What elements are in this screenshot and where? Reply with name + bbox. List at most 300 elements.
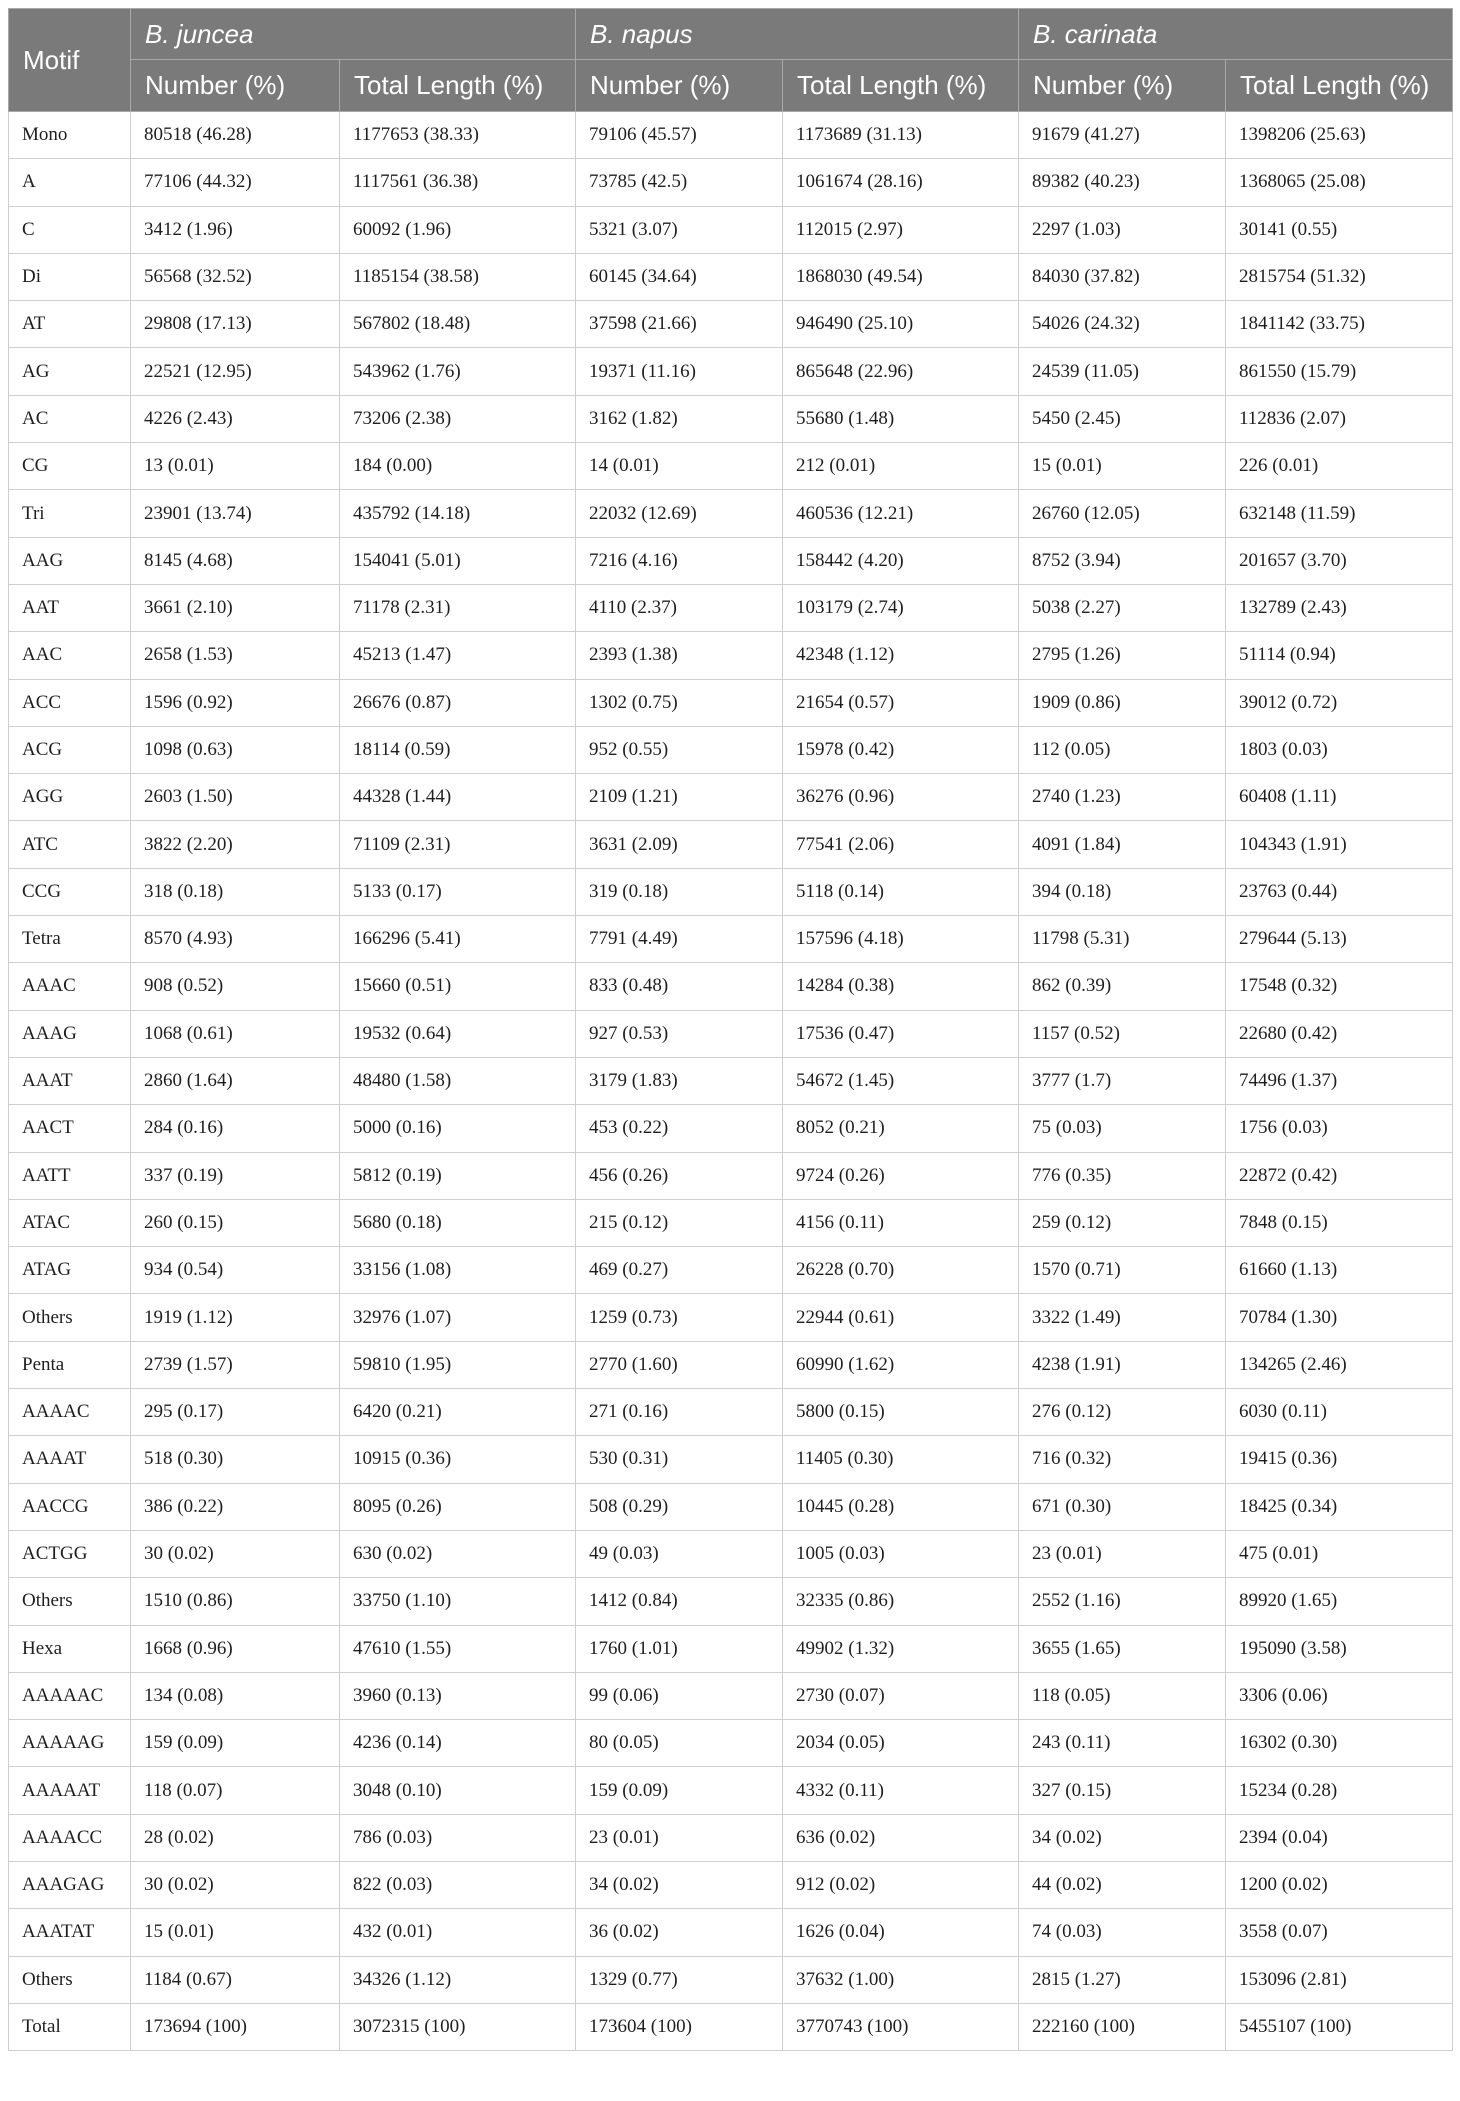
- juncea-length-cell: 59810 (1.95): [340, 1341, 576, 1388]
- carinata-length-cell: 18425 (0.34): [1226, 1483, 1453, 1530]
- napus-length-cell: 2034 (0.05): [783, 1720, 1019, 1767]
- table-row: [9, 868, 1453, 915]
- napus-length-cell: 8052 (0.21): [783, 1105, 1019, 1152]
- carinata-number-cell: 26760 (12.05): [1019, 490, 1226, 537]
- juncea-length-cell: 3072315 (100): [340, 2003, 576, 2050]
- carinata-number-cell: 671 (0.30): [1019, 1483, 1226, 1530]
- napus-number-cell: 456 (0.26): [576, 1152, 783, 1199]
- napus-length-cell: 5118 (0.14): [783, 868, 1019, 915]
- carinata-length-cell: 1803 (0.03): [1226, 726, 1453, 773]
- napus-number-cell: 215 (0.12): [576, 1199, 783, 1246]
- napus-number-cell: 2770 (1.60): [576, 1341, 783, 1388]
- juncea-length-cell: 6420 (0.21): [340, 1389, 576, 1436]
- napus-number-cell: 7791 (4.49): [576, 916, 783, 963]
- table-row: [9, 1057, 1453, 1104]
- napus-length-cell: 9724 (0.26): [783, 1152, 1019, 1199]
- juncea-length-cell: 3960 (0.13): [340, 1672, 576, 1719]
- motif-header: Motif: [9, 9, 131, 112]
- napus-length-cell: 14284 (0.38): [783, 963, 1019, 1010]
- juncea-length-cell: 5812 (0.19): [340, 1152, 576, 1199]
- juncea-length-cell: 18114 (0.59): [340, 726, 576, 773]
- carinata-length-cell: 51114 (0.94): [1226, 632, 1453, 679]
- napus-number-cell: 2393 (1.38): [576, 632, 783, 679]
- napus-length-cell: 17536 (0.47): [783, 1010, 1019, 1057]
- carinata-length-cell: 7848 (0.15): [1226, 1199, 1453, 1246]
- motif-cell: CG: [9, 443, 131, 490]
- juncea-number-cell: 2860 (1.64): [131, 1057, 340, 1104]
- napus-length-cell: 158442 (4.20): [783, 537, 1019, 584]
- carinata-number-cell: 222160 (100): [1019, 2003, 1226, 2050]
- carinata-length-cell: 23763 (0.44): [1226, 868, 1453, 915]
- table-row: [9, 253, 1453, 300]
- motif-cell: Tri: [9, 490, 131, 537]
- table-row: [9, 395, 1453, 442]
- juncea-number-cell: 2658 (1.53): [131, 632, 340, 679]
- carinata-number-cell: 2795 (1.26): [1019, 632, 1226, 679]
- napus-length-cell: 32335 (0.86): [783, 1578, 1019, 1625]
- juncea-length-cell: 71178 (2.31): [340, 584, 576, 631]
- carinata-number-cell: 74 (0.03): [1019, 1909, 1226, 1956]
- carinata-length-cell: 1368065 (25.08): [1226, 159, 1453, 206]
- table-row: [9, 112, 1453, 159]
- juncea-number-cell: 77106 (44.32): [131, 159, 340, 206]
- juncea-length-cell: 822 (0.03): [340, 1861, 576, 1908]
- table-row: [9, 443, 1453, 490]
- juncea-number-cell: 56568 (32.52): [131, 253, 340, 300]
- napus-number-cell: 1259 (0.73): [576, 1294, 783, 1341]
- carinata-number-cell: 2297 (1.03): [1019, 206, 1226, 253]
- juncea-length-cell: 567802 (18.48): [340, 301, 576, 348]
- napus-number-cell: 469 (0.27): [576, 1247, 783, 1294]
- carinata-number-cell: 24539 (11.05): [1019, 348, 1226, 395]
- carinata-number-cell: 5450 (2.45): [1019, 395, 1226, 442]
- napus-number-cell: 19371 (11.16): [576, 348, 783, 395]
- table-row: [9, 206, 1453, 253]
- napus-number-cell: 508 (0.29): [576, 1483, 783, 1530]
- table-row: [9, 159, 1453, 206]
- carinata-length-cell: 22680 (0.42): [1226, 1010, 1453, 1057]
- juncea-number-cell: 173694 (100): [131, 2003, 340, 2050]
- juncea-number-cell: 3822 (2.20): [131, 821, 340, 868]
- napus-length-cell: 5800 (0.15): [783, 1389, 1019, 1436]
- napus-length-cell: 36276 (0.96): [783, 774, 1019, 821]
- napus-length-cell: 1626 (0.04): [783, 1909, 1019, 1956]
- carinata-number-cell: 54026 (24.32): [1019, 301, 1226, 348]
- table-row: [9, 1625, 1453, 1672]
- motif-cell: AG: [9, 348, 131, 395]
- juncea-length-cell: 154041 (5.01): [340, 537, 576, 584]
- table-row: [9, 348, 1453, 395]
- juncea-length-cell: 26676 (0.87): [340, 679, 576, 726]
- juncea-length-cell: 5133 (0.17): [340, 868, 576, 915]
- motif-cell: AAAACC: [9, 1814, 131, 1861]
- motif-cell: AAG: [9, 537, 131, 584]
- table-row: [9, 726, 1453, 773]
- table-container: [8, 8, 1452, 2051]
- juncea-number-cell: 30 (0.02): [131, 1861, 340, 1908]
- napus-length-cell: 49902 (1.32): [783, 1625, 1019, 1672]
- napus-length-cell: 946490 (25.10): [783, 301, 1019, 348]
- motif-cell: AAAAAG: [9, 1720, 131, 1767]
- carinata-length-cell: 19415 (0.36): [1226, 1436, 1453, 1483]
- juncea-length-cell: 48480 (1.58): [340, 1057, 576, 1104]
- table-row: [9, 1010, 1453, 1057]
- juncea-length-cell: 71109 (2.31): [340, 821, 576, 868]
- carinata-length-cell: 226 (0.01): [1226, 443, 1453, 490]
- carinata-number-cell: 243 (0.11): [1019, 1720, 1226, 1767]
- napus-length-cell: 103179 (2.74): [783, 584, 1019, 631]
- species-header-b-carinata: B. carinata: [1019, 9, 1453, 60]
- juncea-number-cell: 2739 (1.57): [131, 1341, 340, 1388]
- total-length-header: Total Length (%): [1226, 60, 1453, 112]
- juncea-number-cell: 30 (0.02): [131, 1530, 340, 1577]
- motif-cell: AAT: [9, 584, 131, 631]
- motif-cell: AAAAT: [9, 1436, 131, 1483]
- table-row: [9, 490, 1453, 537]
- juncea-length-cell: 5000 (0.16): [340, 1105, 576, 1152]
- napus-number-cell: 173604 (100): [576, 2003, 783, 2050]
- motif-cell: AAAAAC: [9, 1672, 131, 1719]
- napus-length-cell: 2730 (0.07): [783, 1672, 1019, 1719]
- ssr-motif-table: [8, 8, 1453, 2051]
- napus-length-cell: 22944 (0.61): [783, 1294, 1019, 1341]
- juncea-number-cell: 518 (0.30): [131, 1436, 340, 1483]
- napus-number-cell: 2109 (1.21): [576, 774, 783, 821]
- table-row: [9, 1436, 1453, 1483]
- napus-length-cell: 1173689 (31.13): [783, 112, 1019, 159]
- juncea-number-cell: 908 (0.52): [131, 963, 340, 1010]
- juncea-length-cell: 630 (0.02): [340, 1530, 576, 1577]
- juncea-number-cell: 260 (0.15): [131, 1199, 340, 1246]
- carinata-length-cell: 279644 (5.13): [1226, 916, 1453, 963]
- table-row: [9, 2003, 1453, 2050]
- napus-length-cell: 3770743 (100): [783, 2003, 1019, 2050]
- carinata-number-cell: 34 (0.02): [1019, 1814, 1226, 1861]
- motif-cell: Others: [9, 1294, 131, 1341]
- carinata-length-cell: 195090 (3.58): [1226, 1625, 1453, 1672]
- napus-number-cell: 952 (0.55): [576, 726, 783, 773]
- napus-length-cell: 15978 (0.42): [783, 726, 1019, 773]
- napus-number-cell: 319 (0.18): [576, 868, 783, 915]
- carinata-length-cell: 112836 (2.07): [1226, 395, 1453, 442]
- carinata-length-cell: 132789 (2.43): [1226, 584, 1453, 631]
- napus-number-cell: 5321 (3.07): [576, 206, 783, 253]
- motif-cell: ATAG: [9, 1247, 131, 1294]
- motif-cell: Others: [9, 1578, 131, 1625]
- napus-number-cell: 927 (0.53): [576, 1010, 783, 1057]
- carinata-number-cell: 5038 (2.27): [1019, 584, 1226, 631]
- total-length-header: Total Length (%): [340, 60, 576, 112]
- number-header: Number (%): [131, 60, 340, 112]
- juncea-number-cell: 934 (0.54): [131, 1247, 340, 1294]
- carinata-length-cell: 1200 (0.02): [1226, 1861, 1453, 1908]
- carinata-number-cell: 2552 (1.16): [1019, 1578, 1226, 1625]
- species-header-b-juncea: B. juncea: [131, 9, 576, 60]
- carinata-length-cell: 1756 (0.03): [1226, 1105, 1453, 1152]
- juncea-number-cell: 1098 (0.63): [131, 726, 340, 773]
- juncea-length-cell: 543962 (1.76): [340, 348, 576, 395]
- napus-number-cell: 73785 (42.5): [576, 159, 783, 206]
- motif-cell: AACCG: [9, 1483, 131, 1530]
- juncea-length-cell: 166296 (5.41): [340, 916, 576, 963]
- juncea-length-cell: 786 (0.03): [340, 1814, 576, 1861]
- table-row: [9, 1247, 1453, 1294]
- carinata-length-cell: 2815754 (51.32): [1226, 253, 1453, 300]
- motif-cell: AAC: [9, 632, 131, 679]
- table-header: [9, 9, 1453, 112]
- carinata-number-cell: 259 (0.12): [1019, 1199, 1226, 1246]
- napus-number-cell: 3162 (1.82): [576, 395, 783, 442]
- juncea-number-cell: 29808 (17.13): [131, 301, 340, 348]
- total-length-header: Total Length (%): [783, 60, 1019, 112]
- table-row: [9, 632, 1453, 679]
- carinata-number-cell: 3655 (1.65): [1019, 1625, 1226, 1672]
- napus-length-cell: 636 (0.02): [783, 1814, 1019, 1861]
- napus-number-cell: 36 (0.02): [576, 1909, 783, 1956]
- table-row: [9, 1483, 1453, 1530]
- carinata-length-cell: 39012 (0.72): [1226, 679, 1453, 726]
- carinata-number-cell: 2815 (1.27): [1019, 1956, 1226, 2003]
- napus-number-cell: 1412 (0.84): [576, 1578, 783, 1625]
- napus-length-cell: 112015 (2.97): [783, 206, 1019, 253]
- napus-number-cell: 833 (0.48): [576, 963, 783, 1010]
- juncea-number-cell: 1668 (0.96): [131, 1625, 340, 1672]
- napus-number-cell: 23 (0.01): [576, 1814, 783, 1861]
- motif-cell: ACG: [9, 726, 131, 773]
- juncea-number-cell: 13 (0.01): [131, 443, 340, 490]
- table-row: [9, 916, 1453, 963]
- juncea-number-cell: 3412 (1.96): [131, 206, 340, 253]
- napus-number-cell: 159 (0.09): [576, 1767, 783, 1814]
- napus-number-cell: 99 (0.06): [576, 1672, 783, 1719]
- napus-number-cell: 1329 (0.77): [576, 1956, 783, 2003]
- juncea-length-cell: 15660 (0.51): [340, 963, 576, 1010]
- napus-number-cell: 79106 (45.57): [576, 112, 783, 159]
- table-row: [9, 1152, 1453, 1199]
- napus-number-cell: 49 (0.03): [576, 1530, 783, 1577]
- napus-number-cell: 60145 (34.64): [576, 253, 783, 300]
- motif-cell: AAAAAT: [9, 1767, 131, 1814]
- juncea-number-cell: 284 (0.16): [131, 1105, 340, 1152]
- juncea-number-cell: 23901 (13.74): [131, 490, 340, 537]
- table-row: [9, 1861, 1453, 1908]
- carinata-length-cell: 70784 (1.30): [1226, 1294, 1453, 1341]
- table-row: [9, 584, 1453, 631]
- napus-length-cell: 60990 (1.62): [783, 1341, 1019, 1388]
- table-row: [9, 1672, 1453, 1719]
- napus-length-cell: 912 (0.02): [783, 1861, 1019, 1908]
- juncea-number-cell: 386 (0.22): [131, 1483, 340, 1530]
- carinata-length-cell: 89920 (1.65): [1226, 1578, 1453, 1625]
- juncea-length-cell: 33156 (1.08): [340, 1247, 576, 1294]
- napus-length-cell: 55680 (1.48): [783, 395, 1019, 442]
- juncea-number-cell: 118 (0.07): [131, 1767, 340, 1814]
- carinata-number-cell: 327 (0.15): [1019, 1767, 1226, 1814]
- carinata-length-cell: 153096 (2.81): [1226, 1956, 1453, 2003]
- table-row: [9, 537, 1453, 584]
- carinata-length-cell: 16302 (0.30): [1226, 1720, 1453, 1767]
- table-row: [9, 963, 1453, 1010]
- motif-cell: Mono: [9, 112, 131, 159]
- juncea-number-cell: 1596 (0.92): [131, 679, 340, 726]
- motif-cell: AATT: [9, 1152, 131, 1199]
- motif-cell: Others: [9, 1956, 131, 2003]
- motif-cell: AAAAC: [9, 1389, 131, 1436]
- carinata-number-cell: 1157 (0.52): [1019, 1010, 1226, 1057]
- table-row: [9, 1530, 1453, 1577]
- napus-length-cell: 157596 (4.18): [783, 916, 1019, 963]
- carinata-length-cell: 3558 (0.07): [1226, 1909, 1453, 1956]
- carinata-number-cell: 4091 (1.84): [1019, 821, 1226, 868]
- napus-length-cell: 865648 (22.96): [783, 348, 1019, 395]
- motif-cell: Di: [9, 253, 131, 300]
- table-row: [9, 1578, 1453, 1625]
- napus-length-cell: 21654 (0.57): [783, 679, 1019, 726]
- carinata-number-cell: 2740 (1.23): [1019, 774, 1226, 821]
- napus-length-cell: 26228 (0.70): [783, 1247, 1019, 1294]
- napus-length-cell: 54672 (1.45): [783, 1057, 1019, 1104]
- motif-cell: Penta: [9, 1341, 131, 1388]
- juncea-number-cell: 1184 (0.67): [131, 1956, 340, 2003]
- table-row: [9, 1767, 1453, 1814]
- napus-length-cell: 212 (0.01): [783, 443, 1019, 490]
- carinata-number-cell: 15 (0.01): [1019, 443, 1226, 490]
- carinata-number-cell: 862 (0.39): [1019, 963, 1226, 1010]
- table-row: [9, 821, 1453, 868]
- napus-number-cell: 530 (0.31): [576, 1436, 783, 1483]
- carinata-length-cell: 30141 (0.55): [1226, 206, 1453, 253]
- napus-length-cell: 1061674 (28.16): [783, 159, 1019, 206]
- juncea-number-cell: 134 (0.08): [131, 1672, 340, 1719]
- carinata-number-cell: 1570 (0.71): [1019, 1247, 1226, 1294]
- napus-length-cell: 42348 (1.12): [783, 632, 1019, 679]
- carinata-number-cell: 3322 (1.49): [1019, 1294, 1226, 1341]
- juncea-length-cell: 1117561 (36.38): [340, 159, 576, 206]
- motif-cell: AT: [9, 301, 131, 348]
- carinata-length-cell: 22872 (0.42): [1226, 1152, 1453, 1199]
- juncea-length-cell: 60092 (1.96): [340, 206, 576, 253]
- napus-length-cell: 77541 (2.06): [783, 821, 1019, 868]
- juncea-number-cell: 318 (0.18): [131, 868, 340, 915]
- carinata-number-cell: 394 (0.18): [1019, 868, 1226, 915]
- carinata-number-cell: 118 (0.05): [1019, 1672, 1226, 1719]
- carinata-number-cell: 75 (0.03): [1019, 1105, 1226, 1152]
- carinata-length-cell: 2394 (0.04): [1226, 1814, 1453, 1861]
- motif-cell: AAATAT: [9, 1909, 131, 1956]
- napus-number-cell: 37598 (21.66): [576, 301, 783, 348]
- motif-cell: AACT: [9, 1105, 131, 1152]
- juncea-length-cell: 73206 (2.38): [340, 395, 576, 442]
- napus-length-cell: 37632 (1.00): [783, 1956, 1019, 2003]
- carinata-length-cell: 5455107 (100): [1226, 2003, 1453, 2050]
- motif-cell: A: [9, 159, 131, 206]
- carinata-number-cell: 3777 (1.7): [1019, 1057, 1226, 1104]
- juncea-length-cell: 3048 (0.10): [340, 1767, 576, 1814]
- carinata-length-cell: 632148 (11.59): [1226, 490, 1453, 537]
- juncea-length-cell: 44328 (1.44): [340, 774, 576, 821]
- juncea-number-cell: 8570 (4.93): [131, 916, 340, 963]
- napus-number-cell: 1302 (0.75): [576, 679, 783, 726]
- juncea-number-cell: 1068 (0.61): [131, 1010, 340, 1057]
- motif-cell: Total: [9, 2003, 131, 2050]
- table-row: [9, 774, 1453, 821]
- table-row: [9, 1720, 1453, 1767]
- juncea-number-cell: 295 (0.17): [131, 1389, 340, 1436]
- juncea-length-cell: 45213 (1.47): [340, 632, 576, 679]
- napus-length-cell: 4156 (0.11): [783, 1199, 1019, 1246]
- napus-number-cell: 80 (0.05): [576, 1720, 783, 1767]
- motif-cell: AAAG: [9, 1010, 131, 1057]
- motif-cell: AGG: [9, 774, 131, 821]
- carinata-number-cell: 276 (0.12): [1019, 1389, 1226, 1436]
- motif-cell: ACC: [9, 679, 131, 726]
- motif-cell: AAAT: [9, 1057, 131, 1104]
- table-row: [9, 1909, 1453, 1956]
- table-body: [9, 112, 1453, 2051]
- carinata-length-cell: 60408 (1.11): [1226, 774, 1453, 821]
- juncea-number-cell: 1919 (1.12): [131, 1294, 340, 1341]
- motif-cell: AAAGAG: [9, 1861, 131, 1908]
- motif-cell: AAAC: [9, 963, 131, 1010]
- juncea-number-cell: 2603 (1.50): [131, 774, 340, 821]
- napus-number-cell: 4110 (2.37): [576, 584, 783, 631]
- napus-length-cell: 1868030 (49.54): [783, 253, 1019, 300]
- carinata-length-cell: 861550 (15.79): [1226, 348, 1453, 395]
- table-row: [9, 1341, 1453, 1388]
- number-header: Number (%): [1019, 60, 1226, 112]
- napus-length-cell: 1005 (0.03): [783, 1530, 1019, 1577]
- juncea-length-cell: 4236 (0.14): [340, 1720, 576, 1767]
- motif-cell: ATC: [9, 821, 131, 868]
- juncea-length-cell: 432 (0.01): [340, 1909, 576, 1956]
- napus-number-cell: 34 (0.02): [576, 1861, 783, 1908]
- species-header-b-napus: B. napus: [576, 9, 1019, 60]
- napus-number-cell: 7216 (4.16): [576, 537, 783, 584]
- carinata-length-cell: 15234 (0.28): [1226, 1767, 1453, 1814]
- napus-length-cell: 460536 (12.21): [783, 490, 1019, 537]
- juncea-number-cell: 15 (0.01): [131, 1909, 340, 1956]
- carinata-number-cell: 112 (0.05): [1019, 726, 1226, 773]
- juncea-length-cell: 19532 (0.64): [340, 1010, 576, 1057]
- carinata-length-cell: 61660 (1.13): [1226, 1247, 1453, 1294]
- carinata-number-cell: 44 (0.02): [1019, 1861, 1226, 1908]
- napus-length-cell: 4332 (0.11): [783, 1767, 1019, 1814]
- table-row: [9, 1814, 1453, 1861]
- carinata-length-cell: 475 (0.01): [1226, 1530, 1453, 1577]
- juncea-number-cell: 159 (0.09): [131, 1720, 340, 1767]
- motif-cell: ATAC: [9, 1199, 131, 1246]
- napus-number-cell: 453 (0.22): [576, 1105, 783, 1152]
- carinata-number-cell: 91679 (41.27): [1019, 112, 1226, 159]
- carinata-length-cell: 134265 (2.46): [1226, 1341, 1453, 1388]
- motif-cell: AC: [9, 395, 131, 442]
- motif-cell: CCG: [9, 868, 131, 915]
- motif-cell: ACTGG: [9, 1530, 131, 1577]
- juncea-number-cell: 80518 (46.28): [131, 112, 340, 159]
- juncea-length-cell: 34326 (1.12): [340, 1956, 576, 2003]
- napus-number-cell: 3179 (1.83): [576, 1057, 783, 1104]
- carinata-length-cell: 104343 (1.91): [1226, 821, 1453, 868]
- juncea-length-cell: 33750 (1.10): [340, 1578, 576, 1625]
- juncea-number-cell: 4226 (2.43): [131, 395, 340, 442]
- carinata-length-cell: 1398206 (25.63): [1226, 112, 1453, 159]
- napus-number-cell: 1760 (1.01): [576, 1625, 783, 1672]
- motif-cell: Hexa: [9, 1625, 131, 1672]
- napus-length-cell: 10445 (0.28): [783, 1483, 1019, 1530]
- carinata-number-cell: 716 (0.32): [1019, 1436, 1226, 1483]
- juncea-length-cell: 184 (0.00): [340, 443, 576, 490]
- juncea-number-cell: 337 (0.19): [131, 1152, 340, 1199]
